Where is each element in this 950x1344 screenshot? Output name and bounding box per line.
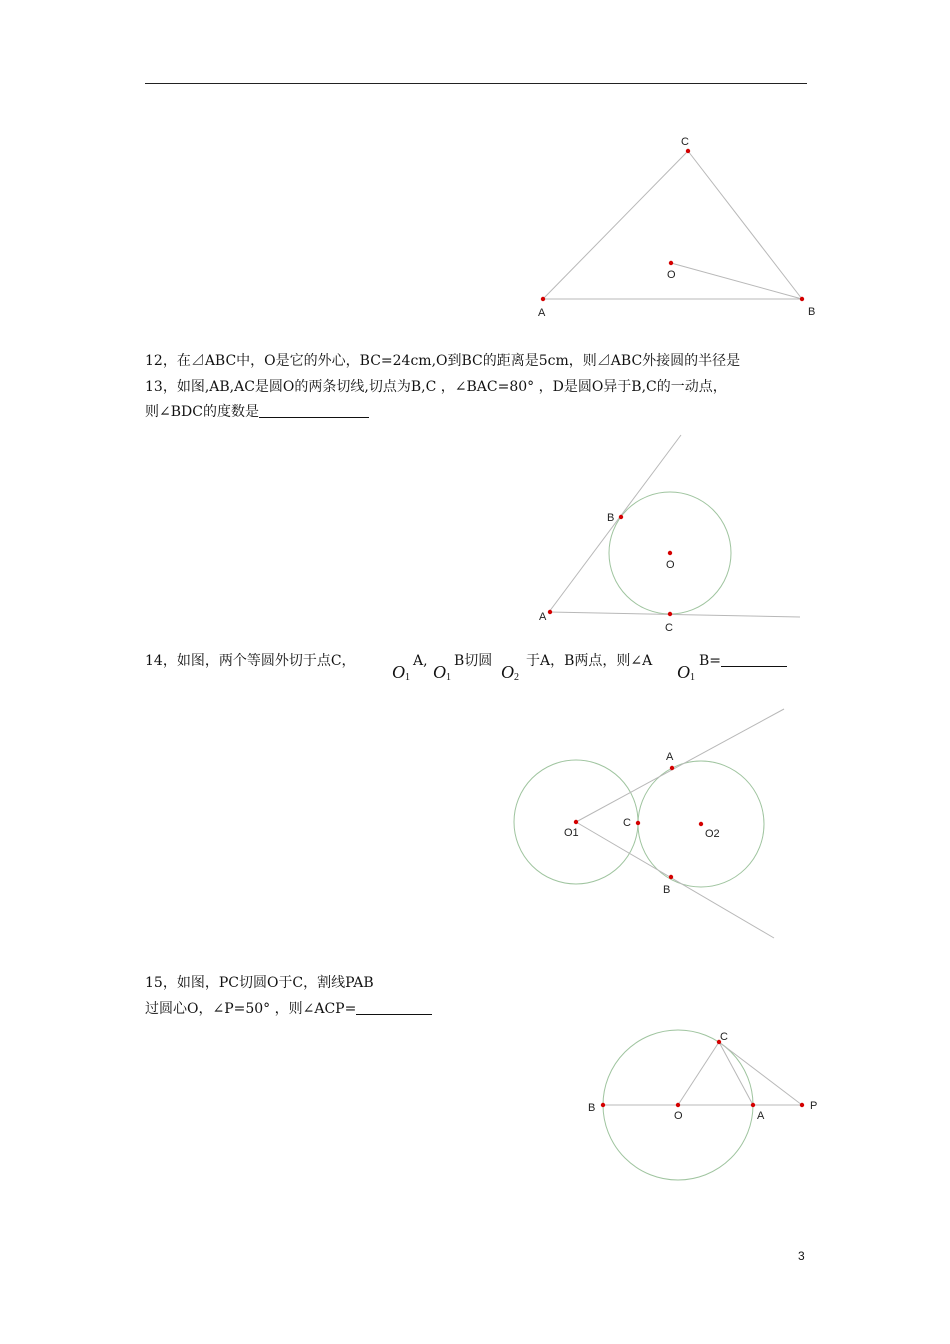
question-12-text: 12，在⊿ABC中，O是它的外心，BC=24cm,O到BC的距离是5cm，则⊿ABC外接圆的半径是 bbox=[145, 353, 741, 369]
symbol-o1-c-sub: 1 bbox=[690, 672, 695, 683]
label-o1: O1 bbox=[564, 827, 579, 839]
segment-ca bbox=[719, 1042, 753, 1105]
symbol-o1-b-sub: 1 bbox=[446, 672, 451, 683]
label-p: P bbox=[810, 1100, 818, 1112]
point-o bbox=[676, 1103, 680, 1107]
label-b: B bbox=[588, 1102, 596, 1114]
label-c: C bbox=[720, 1031, 728, 1043]
question-14-part3: B切圆 bbox=[454, 653, 493, 669]
question-14-part2: A, bbox=[413, 653, 428, 669]
symbol-o2-sub: 2 bbox=[514, 672, 519, 683]
point-p bbox=[800, 1103, 804, 1107]
label-c: C bbox=[623, 817, 631, 829]
point-b bbox=[601, 1103, 605, 1107]
symbol-o2: O bbox=[501, 662, 514, 682]
question-15-line1: 15，如图，PC切圆O于C，割线PAB bbox=[145, 975, 374, 991]
label-o: O bbox=[667, 269, 676, 281]
page-number: 3 bbox=[798, 1249, 805, 1263]
label-b: B bbox=[663, 884, 671, 896]
label-b: B bbox=[607, 512, 615, 524]
question-13-line2: 则∠BDC的度数是 bbox=[145, 404, 259, 420]
label-a: A bbox=[539, 611, 547, 623]
label-c: C bbox=[681, 136, 689, 148]
label-o: O bbox=[666, 559, 675, 571]
point-a bbox=[751, 1103, 755, 1107]
symbol-o1-a: O bbox=[392, 662, 405, 682]
question-14-part5: B= bbox=[699, 653, 722, 669]
label-c: C bbox=[665, 622, 673, 634]
question-13-line1: 13，如图,AB,AC是圆O的两条切线,切点为B,C ，∠BAC=80° ，D是圆O异于B,C的一动点， bbox=[145, 379, 727, 395]
symbol-o1-c: O bbox=[677, 662, 690, 682]
segment-oc bbox=[678, 1042, 719, 1105]
question-15-line2: 过圆心O，∠P=50° ，则∠ACP= bbox=[145, 1001, 357, 1017]
tangent-pc bbox=[719, 1042, 802, 1105]
label-o: O bbox=[674, 1110, 683, 1122]
question-14-part4: 于A，B两点，则∠A bbox=[526, 653, 653, 669]
label-a: A bbox=[757, 1110, 765, 1122]
label-b: B bbox=[808, 306, 816, 318]
label-a: A bbox=[538, 307, 546, 319]
symbol-o1-b: O bbox=[433, 662, 446, 682]
symbol-o1-a-sub: 1 bbox=[405, 672, 410, 683]
label-o2: O2 bbox=[705, 828, 720, 840]
question-14-part1: 14，如图，两个等圆外切于点C， bbox=[145, 653, 356, 669]
label-a: A bbox=[666, 751, 674, 763]
